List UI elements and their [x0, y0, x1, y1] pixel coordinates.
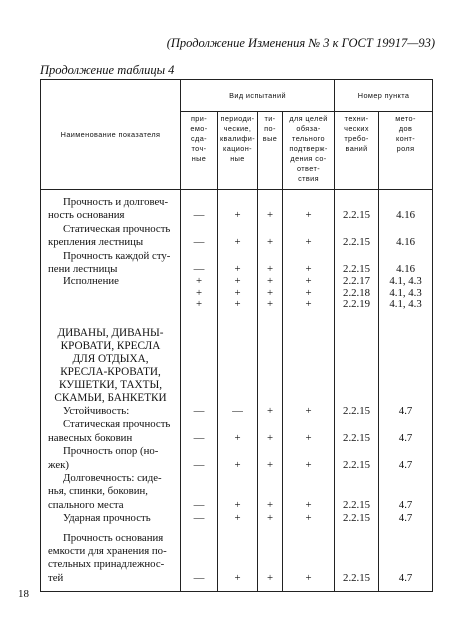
- name-line: нья, спинки, боковин,: [48, 485, 148, 498]
- cell-value: +: [258, 418, 283, 445]
- category-line: СКАМЬИ, БАНКЕТКИ: [54, 391, 167, 404]
- header-line: ческие,: [223, 124, 252, 133]
- indicator-name: [41, 299, 181, 311]
- name-line: Статическая прочность: [63, 418, 171, 431]
- cell-value: 4.16: [379, 196, 433, 223]
- cell-value: 2.2.15: [335, 445, 379, 472]
- name-line: Прочность опор (но-: [63, 445, 159, 458]
- name-line: тей: [48, 571, 64, 584]
- table-row: [41, 472, 433, 512]
- cell-value: —: [181, 445, 218, 472]
- header-line: квалифи-: [219, 134, 256, 143]
- table-bottom: [41, 585, 433, 592]
- cell-value: +: [258, 288, 283, 300]
- cell-value: +: [218, 250, 258, 277]
- cell-value: 2.2.15: [335, 512, 379, 525]
- indicator-name: [41, 512, 181, 525]
- cell-value: +: [283, 223, 335, 250]
- cell-value: +: [181, 276, 218, 288]
- cell-value: 4.1, 4.3: [379, 299, 433, 311]
- cell-value: +: [258, 250, 283, 277]
- cell-value: +: [283, 405, 335, 418]
- name-line: емкости для хранения по-: [48, 545, 167, 557]
- cell-value: +: [258, 223, 283, 250]
- cell-value: +: [218, 223, 258, 250]
- cell-value: +: [283, 418, 335, 445]
- col-type: [258, 112, 283, 190]
- header-line: ти-: [264, 114, 276, 123]
- header-line: обяза-: [296, 124, 321, 133]
- cell-value: +: [283, 250, 335, 277]
- header-line: кацион-: [223, 144, 252, 153]
- table-row: [41, 196, 433, 223]
- header-line: емо-: [190, 124, 208, 133]
- cell-value: —: [181, 472, 218, 512]
- cell-value: 4.7: [379, 445, 433, 472]
- document-header: (Продолжение Изменения № 3 к ГОСТ 19917—93): [166, 36, 435, 50]
- cell-value: +: [218, 472, 258, 512]
- cell-value: 4.7: [379, 472, 433, 512]
- cell-value: +: [218, 418, 258, 445]
- cell-value: +: [283, 288, 335, 300]
- cell-value: 4.16: [379, 250, 433, 277]
- cell-value: +: [283, 299, 335, 311]
- category-heading: [41, 327, 181, 405]
- cell-value: 2.2.18: [335, 288, 379, 300]
- table-row: [41, 445, 433, 472]
- header-line: вые: [262, 134, 278, 143]
- table-row: [41, 532, 433, 586]
- indicator-name: [41, 288, 181, 300]
- header-line: требо-: [344, 134, 369, 143]
- cell-value: +: [283, 512, 335, 525]
- table-row: [41, 512, 433, 525]
- cell-value: +: [283, 445, 335, 472]
- header-line: ные: [230, 154, 245, 163]
- col-control-methods: [379, 112, 433, 190]
- cell-value: 2.2.17: [335, 276, 379, 288]
- col-acceptance: [181, 112, 218, 190]
- specification-table: [40, 79, 433, 592]
- cell-value: 4.7: [379, 405, 433, 418]
- cell-value: 4.7: [379, 532, 433, 586]
- name-line: навесных боковин: [48, 431, 133, 444]
- name-line: Ударная прочность: [63, 512, 151, 525]
- header-line: ваний: [345, 144, 368, 153]
- spacer-row: [41, 311, 433, 327]
- header-line: конт-: [395, 134, 416, 143]
- col-conformity: [283, 112, 335, 190]
- header-line: роля: [396, 144, 415, 153]
- cell-value: 2.2.15: [335, 472, 379, 512]
- indicator-name: [41, 532, 181, 586]
- col-name-header: Наименование показателя: [41, 80, 181, 190]
- category-line: ДИВАНЫ, ДИВАНЫ-: [57, 326, 164, 339]
- header-line: дения со-: [290, 154, 327, 163]
- header-line: дов: [398, 124, 413, 133]
- indicator-name: [41, 405, 181, 418]
- name-line: Статическая прочность: [63, 222, 171, 235]
- header-line: точ-: [191, 144, 207, 153]
- header-line: мето-: [395, 114, 416, 123]
- cell-value: +: [283, 532, 335, 586]
- indicator-name: Исполнение: [41, 276, 181, 288]
- cell-value: —: [218, 405, 258, 418]
- indicator-name: [41, 418, 181, 445]
- cell-value: 4.1, 4.3: [379, 288, 433, 300]
- cell-value: +: [258, 532, 283, 586]
- header-line: периоди-: [220, 114, 255, 123]
- col-group-tests: Вид испытаний: [181, 80, 335, 112]
- table-row: [41, 418, 433, 445]
- cell-value: +: [218, 276, 258, 288]
- header-line: по-: [264, 124, 276, 133]
- header-line: подтверж-: [289, 144, 328, 153]
- cell-value: +: [258, 512, 283, 525]
- cell-value: +: [258, 405, 283, 418]
- cell-value: +: [218, 196, 258, 223]
- cell-value: 2.2.15: [335, 223, 379, 250]
- cell-value: 2.2.15: [335, 418, 379, 445]
- indicator-name: [41, 223, 181, 250]
- table-row: [41, 250, 433, 277]
- cell-value: +: [181, 288, 218, 300]
- header-line: ответ-: [297, 164, 321, 173]
- category-row: [41, 327, 433, 405]
- cell-value: +: [258, 276, 283, 288]
- name-line: ность основания: [48, 209, 125, 222]
- cell-value: +: [181, 299, 218, 311]
- header-line: ные: [191, 154, 207, 163]
- cell-value: 2.2.15: [335, 196, 379, 223]
- header-line: сда-: [191, 134, 207, 143]
- cell-value: 4.1, 4.3: [379, 276, 433, 288]
- table-title: Продолжение таблицы 4: [40, 63, 175, 77]
- cell-value: 4.7: [379, 512, 433, 525]
- cell-value: —: [181, 512, 218, 525]
- cell-value: +: [283, 472, 335, 512]
- header-line: ческих: [344, 124, 369, 133]
- cell-value: +: [218, 288, 258, 300]
- cell-value: —: [181, 418, 218, 445]
- cell-value: +: [258, 445, 283, 472]
- indicator-name: [41, 250, 181, 277]
- cell-value: 2.2.15: [335, 405, 379, 418]
- name-line: Устойчивость:: [63, 404, 130, 417]
- name-line: спального места: [48, 498, 124, 511]
- name-line: пени лестницы: [48, 263, 118, 276]
- cell-value: +: [218, 299, 258, 311]
- cell-value: +: [283, 276, 335, 288]
- cell-value: +: [258, 472, 283, 512]
- cell-value: 2.2.15: [335, 532, 379, 586]
- cell-value: +: [218, 532, 258, 586]
- header-line: для целей: [289, 114, 328, 123]
- table-row: [41, 299, 433, 311]
- cell-value: 4.7: [379, 418, 433, 445]
- name-line: Долговечность: сиде-: [63, 471, 162, 484]
- table-row: [41, 405, 433, 418]
- name-line: Прочность и долговеч-: [63, 196, 169, 208]
- cell-value: —: [181, 196, 218, 223]
- cell-value: 2.2.15: [335, 250, 379, 277]
- header-line: при-: [190, 114, 208, 123]
- name-line: крепления лестницы: [48, 236, 144, 249]
- cell-value: —: [181, 532, 218, 586]
- category-line: КРЕСЛА-КРОВАТИ,: [60, 365, 161, 378]
- cell-value: —: [181, 250, 218, 277]
- col-tech-req: [335, 112, 379, 190]
- indicator-name: [41, 196, 181, 223]
- header-line: техни-: [344, 114, 369, 123]
- name-line: жек): [48, 458, 69, 471]
- indicator-name: [41, 472, 181, 512]
- name-line: Прочность каждой сту-: [63, 249, 171, 262]
- col-periodic: [218, 112, 258, 190]
- header-line: ствия: [298, 174, 319, 183]
- cell-value: +: [218, 445, 258, 472]
- category-line: КУШЕТКИ, ТАХТЫ,: [58, 378, 163, 391]
- cell-value: +: [218, 512, 258, 525]
- indicator-name: [41, 445, 181, 472]
- cell-value: 2.2.19: [335, 299, 379, 311]
- table-row: [41, 223, 433, 250]
- name-line: стельных принадлежнос-: [48, 558, 165, 571]
- page-number: 18: [18, 588, 29, 600]
- name-line: Прочность основания: [63, 531, 164, 544]
- category-line: ДЛЯ ОТДЫХА,: [72, 352, 149, 365]
- cell-value: —: [181, 223, 218, 250]
- category-line: КРОВАТИ, КРЕСЛА: [60, 339, 161, 352]
- cell-value: +: [283, 196, 335, 223]
- cell-value: +: [258, 299, 283, 311]
- col-group-item: Номер пункта: [335, 80, 433, 112]
- cell-value: +: [258, 196, 283, 223]
- header-line: тельного: [292, 134, 326, 143]
- cell-value: —: [181, 405, 218, 418]
- cell-value: 4.16: [379, 223, 433, 250]
